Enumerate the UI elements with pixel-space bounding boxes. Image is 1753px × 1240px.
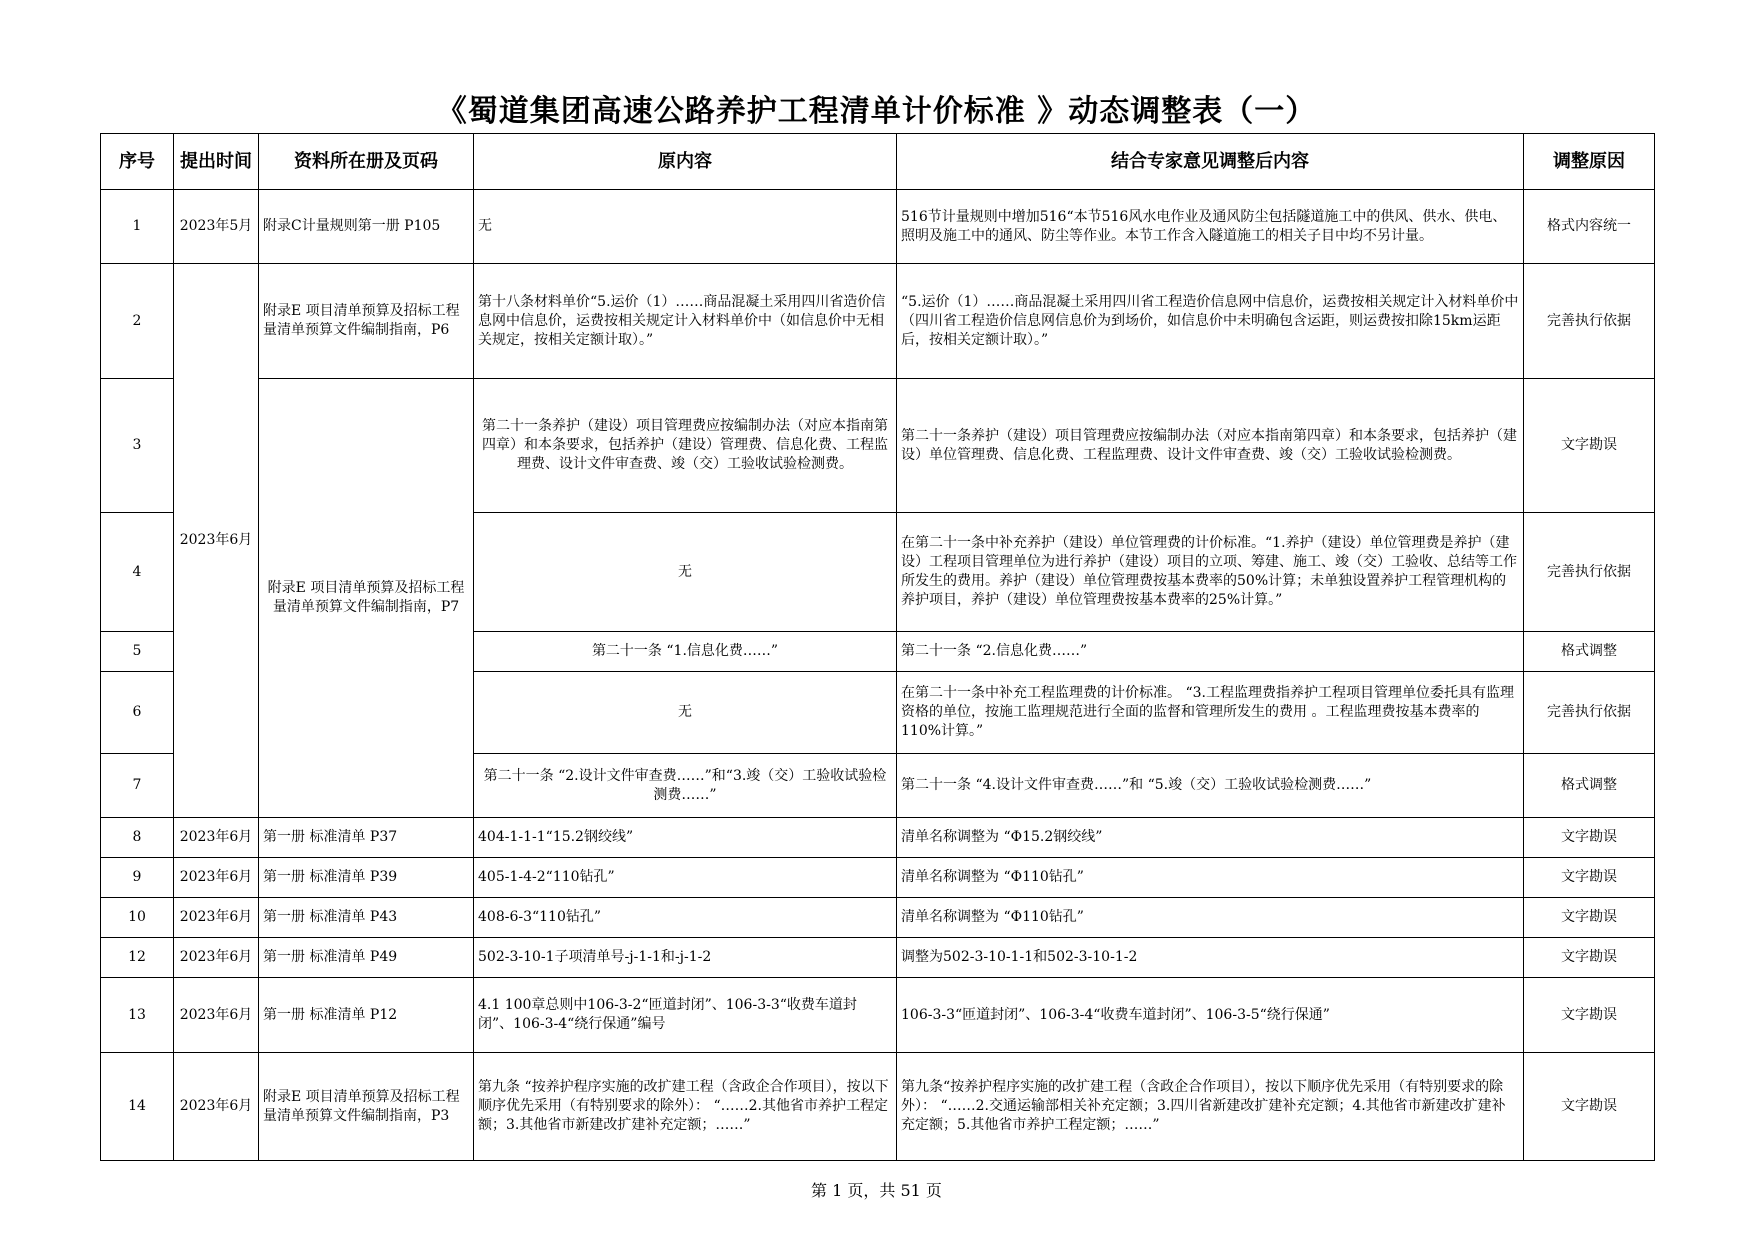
table-row <box>101 938 1655 978</box>
original-content: 404-1-1-1“15.2钢绞线” <box>474 818 897 858</box>
submission-time: 2023年6月 <box>174 938 259 978</box>
row-number: 14 <box>101 1053 174 1161</box>
submission-time: 2023年6月 <box>174 1053 259 1161</box>
header-cell: 原内容 <box>474 134 897 190</box>
adjusted-content: 清单名称调整为 “Φ110钻孔” <box>897 858 1524 898</box>
original-content: 408-6-3“110钻孔” <box>474 898 897 938</box>
adjustment-reason: 文字勘误 <box>1524 898 1655 938</box>
original-content: 第二十一条养护（建设）项目管理费应按编制办法（对应本指南第四章）和本条要求，包括养护（建设）管理费、信息化费、工程监理费、设计文件审查费、竣（交）工验收试验检测费。 <box>474 379 897 513</box>
adjusted-content: 106-3-3“匝道封闭”、106-3-4“收费车道封闭”、106-3-5“绕行保通” <box>897 978 1524 1053</box>
row-number: 3 <box>101 379 174 513</box>
submission-time: 2023年6月 <box>174 898 259 938</box>
original-content: 405-1-4-2“110钻孔” <box>474 858 897 898</box>
original-content: 第二十一条 “1.信息化费……” <box>474 632 897 672</box>
adjustment-reason: 文字勘误 <box>1524 379 1655 513</box>
original-content: 第十八条材料单价“5.运价（1）……商品混凝土采用四川省造价信息网中信息价，运费按相关规定计入材料单价中（如信息价中无相关规定，按相关定额计取）。” <box>474 264 897 379</box>
submission-time: 2023年6月 <box>174 818 259 858</box>
table-row <box>101 978 1655 1053</box>
table-row <box>101 190 1655 264</box>
row-number: 10 <box>101 898 174 938</box>
original-content: 502-3-10-1子项清单号-j-1-1和-j-1-2 <box>474 938 897 978</box>
source-location: 第一册 标准清单 P43 <box>259 898 474 938</box>
adjusted-content: 第二十一条养护（建设）项目管理费应按编制办法（对应本指南第四章）和本条要求，包括养护（建设）单位管理费、信息化费、工程监理费、设计文件审查费、竣（交）工验收试验检测费。 <box>897 379 1524 513</box>
adjustment-reason: 格式内容统一 <box>1524 190 1655 264</box>
row-number: 4 <box>101 513 174 632</box>
adjustment-reason: 格式调整 <box>1524 754 1655 818</box>
row-number: 8 <box>101 818 174 858</box>
table-row <box>101 898 1655 938</box>
adjusted-content: 516节计量规则中增加516“本节516风水电作业及通风防尘包括隧道施工中的供风、供水、供电、照明及施工中的通风、防尘等作业。本节工作含入隧道施工的相关子目中均不另计量。 <box>897 190 1524 264</box>
adjusted-content: 在第二十一条中补充工程监理费的计价标准。 “3.工程监理费指养护工程项目管理单位委托具有监理资格的单位，按施工监理规范进行全面的监督和管理所发生的费用 。工程监理费按基本费率的110%计算。” <box>897 672 1524 754</box>
source-location: 第一册 标准清单 P12 <box>259 978 474 1053</box>
original-content: 无 <box>474 190 897 264</box>
row-number: 1 <box>101 190 174 264</box>
row-number: 12 <box>101 938 174 978</box>
adjusted-content: 清单名称调整为 “Φ110钻孔” <box>897 898 1524 938</box>
source-location: 第一册 标准清单 P37 <box>259 818 474 858</box>
table-header-row <box>101 134 1655 190</box>
adjusted-content: 第二十一条 “4.设计文件审查费……”和 “5.竣（交）工验收试验检测费……” <box>897 754 1524 818</box>
page-footer: 第 1 页，共 51 页 <box>811 1181 942 1200</box>
adjustment-reason: 完善执行依据 <box>1524 672 1655 754</box>
header-cell: 提出时间 <box>174 134 259 190</box>
header-cell: 序号 <box>101 134 174 190</box>
header-cell: 结合专家意见调整后内容 <box>897 134 1524 190</box>
row-number: 13 <box>101 978 174 1053</box>
original-content: 4.1 100章总则中106-3-2“匝道封闭”、106-3-3“收费车道封闭”、106-3-4“绕行保通”编号 <box>474 978 897 1053</box>
adjustment-reason: 文字勘误 <box>1524 818 1655 858</box>
adjusted-content: “5.运价（1）……商品混凝土采用四川省工程造价信息网中信息价，运费按相关规定计入材料单价中（四川省工程造价信息网信息价为到场价，如信息价中未明确包含运距，则运费按扣除15km运距后，按相关定额计取）。” <box>897 264 1524 379</box>
table-row <box>101 1053 1655 1161</box>
source-location: 附录E 项目清单预算及招标工程量清单预算文件编制指南，P3 <box>259 1053 474 1161</box>
table-row <box>101 818 1655 858</box>
original-content: 第九条 “按养护程序实施的改扩建工程（含政企合作项目），按以下顺序优先采用（有特别要求的除外）： “……2.其他省市养护工程定额；3.其他省市新建改扩建补充定额；……” <box>474 1053 897 1161</box>
header-cell: 调整原因 <box>1524 134 1655 190</box>
adjusted-content: 第二十一条 “2.信息化费……” <box>897 632 1524 672</box>
adjustment-reason: 文字勘误 <box>1524 938 1655 978</box>
adjustment-reason: 完善执行依据 <box>1524 264 1655 379</box>
table-row <box>101 264 1655 379</box>
adjustment-reason: 文字勘误 <box>1524 1053 1655 1161</box>
original-content: 无 <box>474 513 897 632</box>
row-number: 9 <box>101 858 174 898</box>
submission-time: 2023年6月 <box>174 858 259 898</box>
source-location: 附录E 项目清单预算及招标工程量清单预算文件编制指南，P6 <box>259 264 474 379</box>
adjustment-reason: 文字勘误 <box>1524 978 1655 1053</box>
submission-time: 2023年6月 <box>174 978 259 1053</box>
adjusted-content: 第九条“按养护程序实施的改扩建工程（含政企合作项目），按以下顺序优先采用（有特别要求的除外）： “……2.交通运输部相关补充定额；3.四川省新建改扩建补充定额；4.其他省市新建改扩建补充定额；5.其他省市养护工程定额；……” <box>897 1053 1524 1161</box>
submission-time: 2023年6月 <box>174 264 259 818</box>
submission-time: 2023年5月 <box>174 190 259 264</box>
adjustment-table <box>100 133 1655 1161</box>
source-location: 附录E 项目清单预算及招标工程量清单预算文件编制指南，P7 <box>259 379 474 818</box>
table-row <box>101 379 1655 513</box>
table-row <box>101 858 1655 898</box>
adjustment-reason: 格式调整 <box>1524 632 1655 672</box>
adjusted-content: 调整为502-3-10-1-1和502-3-10-1-2 <box>897 938 1524 978</box>
adjusted-content: 清单名称调整为 “Φ15.2钢绞线” <box>897 818 1524 858</box>
source-location: 第一册 标准清单 P39 <box>259 858 474 898</box>
page-title: 《蜀道集团高速公路养护工程清单计价标准 》动态调整表（一） <box>436 94 1317 129</box>
source-location: 附录C计量规则第一册 P105 <box>259 190 474 264</box>
adjusted-content: 在第二十一条中补充养护（建设）单位管理费的计价标准。“1.养护（建设）单位管理费是养护（建设）工程项目管理单位为进行养护（建设）项目的立项、筹建、施工、竣（交）工验收、总结等工作所发生的费用。养护（建设）单位管理费按基本费率的50%计算；未单独设置养护工程管理机构的养护项目，养护（建设）单位管理费按基本费率的25%计算。” <box>897 513 1524 632</box>
adjustment-reason: 文字勘误 <box>1524 858 1655 898</box>
row-number: 5 <box>101 632 174 672</box>
header-cell: 资料所在册及页码 <box>259 134 474 190</box>
adjustment-reason: 完善执行依据 <box>1524 513 1655 632</box>
original-content: 第二十一条 “2.设计文件审查费……”和“3.竣（交）工验收试验检测费……” <box>474 754 897 818</box>
original-content: 无 <box>474 672 897 754</box>
row-number: 2 <box>101 264 174 379</box>
row-number: 6 <box>101 672 174 754</box>
source-location: 第一册 标准清单 P49 <box>259 938 474 978</box>
row-number: 7 <box>101 754 174 818</box>
